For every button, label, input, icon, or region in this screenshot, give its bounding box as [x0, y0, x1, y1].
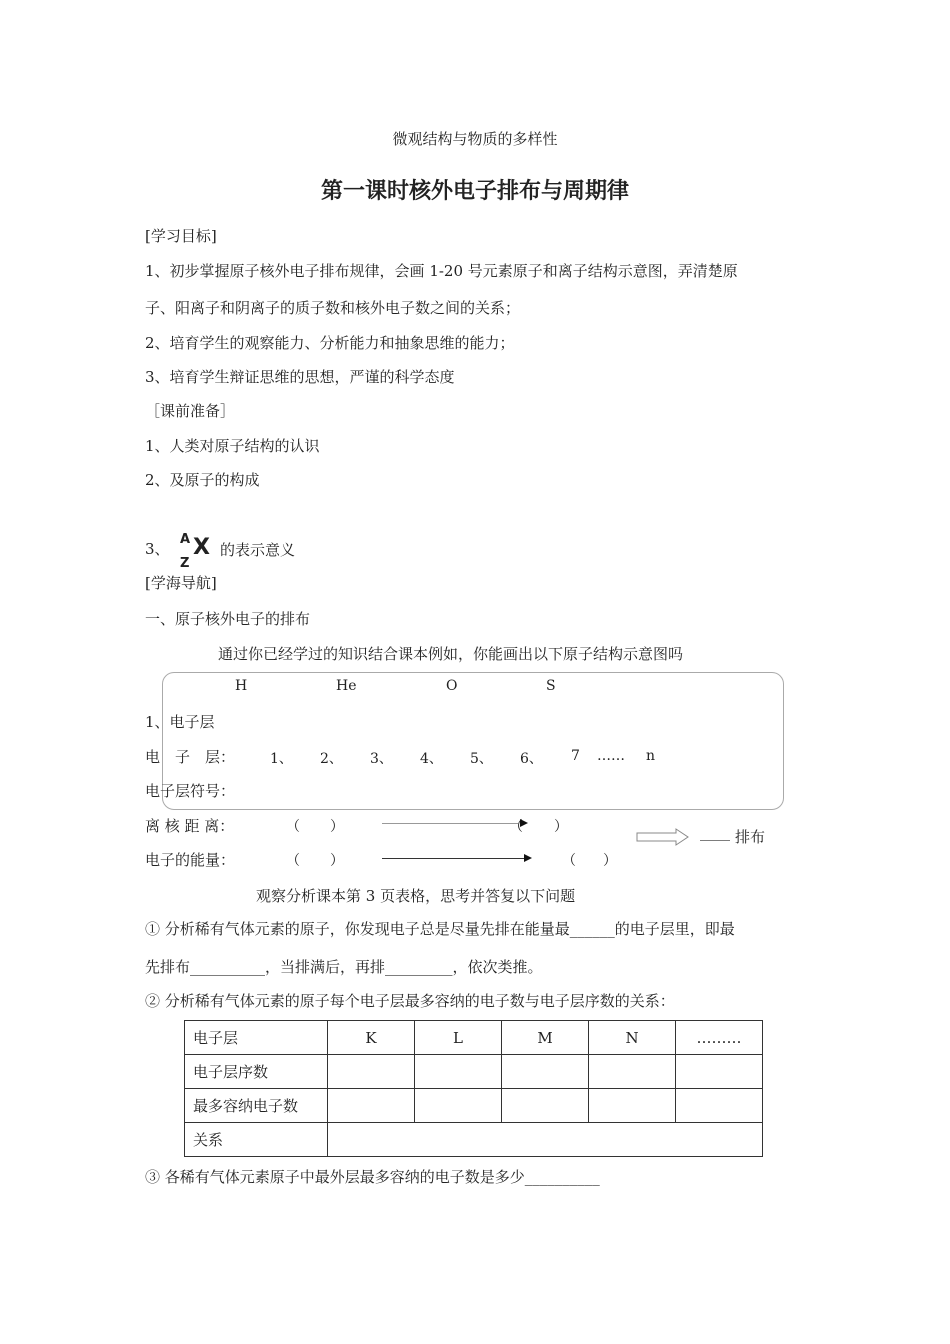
- goal-line-4: 3、培育学生辩证思维的思想，严谨的科学态度: [145, 368, 455, 386]
- table-cell[interactable]: [415, 1055, 502, 1089]
- table-header-n: N: [589, 1021, 676, 1055]
- shell-number-5: 5、: [470, 751, 493, 767]
- table-cell[interactable]: [415, 1089, 502, 1123]
- distance-label: 离 核 距 离：: [145, 817, 235, 835]
- shell-number-7: 7: [571, 748, 580, 764]
- energy-arrow-line: [382, 858, 524, 859]
- table-cell[interactable]: [328, 1055, 415, 1089]
- observe-instruction: 观察分析课本第 3 页表格，思考并答复以下问题: [256, 887, 576, 905]
- goals-heading: [学习目标]: [145, 227, 217, 245]
- prep-item-3-prefix: 3、: [145, 540, 170, 558]
- question-2: ② 分析稀有气体元素的原子每个电子层最多容纳的电子数与电子层序数的关系：: [145, 992, 675, 1010]
- goal-line-1: 1、初步掌握原子核外电子排布规律，会画 1-20 号元素原子和离子结构示意图，弄清楚原: [145, 262, 738, 280]
- table-row: [185, 1123, 763, 1157]
- question-1-line-1: ① 分析稀有气体元素的原子，你发现电子总是尽量先排在能量最______的电子层里，即最: [145, 920, 735, 938]
- drawing-answer-box: [162, 672, 784, 810]
- arrangement-blank: ____: [700, 823, 730, 841]
- table-row: [185, 1089, 763, 1123]
- shell-number-3: 3、: [370, 751, 393, 767]
- distance-bracket-open-left: （: [286, 819, 300, 835]
- goal-line-2: 子、阳离子和阴离子的质子数和核外电子数之间的关系；: [145, 299, 521, 317]
- goal-line-3: 2、培育学生的观察能力、分析能力和抽象思维的能力；: [145, 334, 515, 352]
- table-cell[interactable]: [589, 1055, 676, 1089]
- table-cell[interactable]: [589, 1089, 676, 1123]
- table-cell[interactable]: [502, 1055, 589, 1089]
- energy-bracket-close-left: ）: [330, 853, 344, 869]
- distance-bracket-open-right: （: [509, 819, 523, 835]
- electron-shell-table: [184, 1020, 763, 1157]
- shell-ellipsis: ……: [597, 748, 625, 764]
- document-title: 第一课时核外电子排布与周期律: [320, 179, 629, 204]
- energy-bracket-close-right: ）: [603, 853, 617, 869]
- table-header-l: L: [415, 1021, 502, 1055]
- prep-heading: ［课前准备］: [145, 402, 236, 420]
- table-cell[interactable]: [502, 1089, 589, 1123]
- nuclide-mass-number: A: [180, 532, 191, 547]
- shell-number-n: n: [646, 748, 656, 764]
- table-row-label: 最多容纳电子数: [185, 1089, 328, 1123]
- document-subtitle: 微观结构与物质的多样性: [392, 130, 558, 148]
- drawing-intro: 通过你已经学过的知识结合课本例如，你能画出以下原子结构示意图吗: [218, 645, 684, 663]
- nuclide-symbol: X: [193, 535, 210, 560]
- table-header-k: K: [328, 1021, 415, 1055]
- energy-bracket-open-left: （: [286, 853, 300, 869]
- table-cell[interactable]: [676, 1089, 763, 1123]
- table-cell[interactable]: [676, 1055, 763, 1089]
- table-header-m: M: [502, 1021, 589, 1055]
- relation-cell[interactable]: [328, 1123, 763, 1157]
- table-row: [185, 1055, 763, 1089]
- table-row: [185, 1021, 763, 1055]
- element-s: S: [546, 678, 556, 694]
- distance-arrow-line: [382, 823, 518, 824]
- element-h: H: [235, 678, 248, 694]
- prep-item-1: 1、人类对原子结构的认识: [145, 437, 320, 455]
- hollow-right-arrow-icon: [636, 828, 690, 846]
- shell-number-2: 2、: [320, 751, 343, 767]
- question-1-line-2: 先排布__________，当排满后，再排_________，依次类推。: [145, 958, 543, 976]
- table-cell[interactable]: [328, 1089, 415, 1123]
- distance-bracket-close-right: ）: [554, 819, 568, 835]
- arrangement-label: 排布: [735, 828, 766, 846]
- shell-number-4: 4、: [420, 751, 443, 767]
- section-1-heading: 一、原子核外电子的排布: [145, 610, 311, 628]
- energy-bracket-open-right: （: [562, 853, 576, 869]
- table-row-label: 电子层: [185, 1021, 328, 1055]
- shell-symbol-label: 电子层符号：: [145, 782, 236, 800]
- energy-label: 电子的能量：: [145, 851, 236, 869]
- element-o: O: [446, 678, 458, 694]
- distance-bracket-close-left: ）: [330, 819, 344, 835]
- table-row-label: 关系: [185, 1123, 328, 1157]
- guide-heading: [学海导航]: [145, 574, 217, 592]
- prep-item-3-suffix: 的表示意义: [220, 541, 296, 559]
- shell-number-6: 6、: [520, 751, 543, 767]
- question-3: ③ 各稀有气体元素原子中最外层最多容纳的电子数是多少__________: [145, 1168, 600, 1186]
- table-header-ellipsis: ………: [676, 1021, 763, 1055]
- nuclide-atomic-number: Z: [180, 556, 190, 571]
- shell-label: 电 子 层：: [145, 748, 236, 766]
- table-row-label: 电子层序数: [185, 1055, 328, 1089]
- shell-number-1: 1、: [270, 751, 293, 767]
- distance-arrow-head: [520, 819, 528, 827]
- energy-arrow-head: [524, 854, 532, 862]
- prep-item-2: 2、及原子的构成: [145, 471, 260, 489]
- shell-heading: 1、电子层: [145, 713, 215, 731]
- element-he: He: [336, 678, 357, 694]
